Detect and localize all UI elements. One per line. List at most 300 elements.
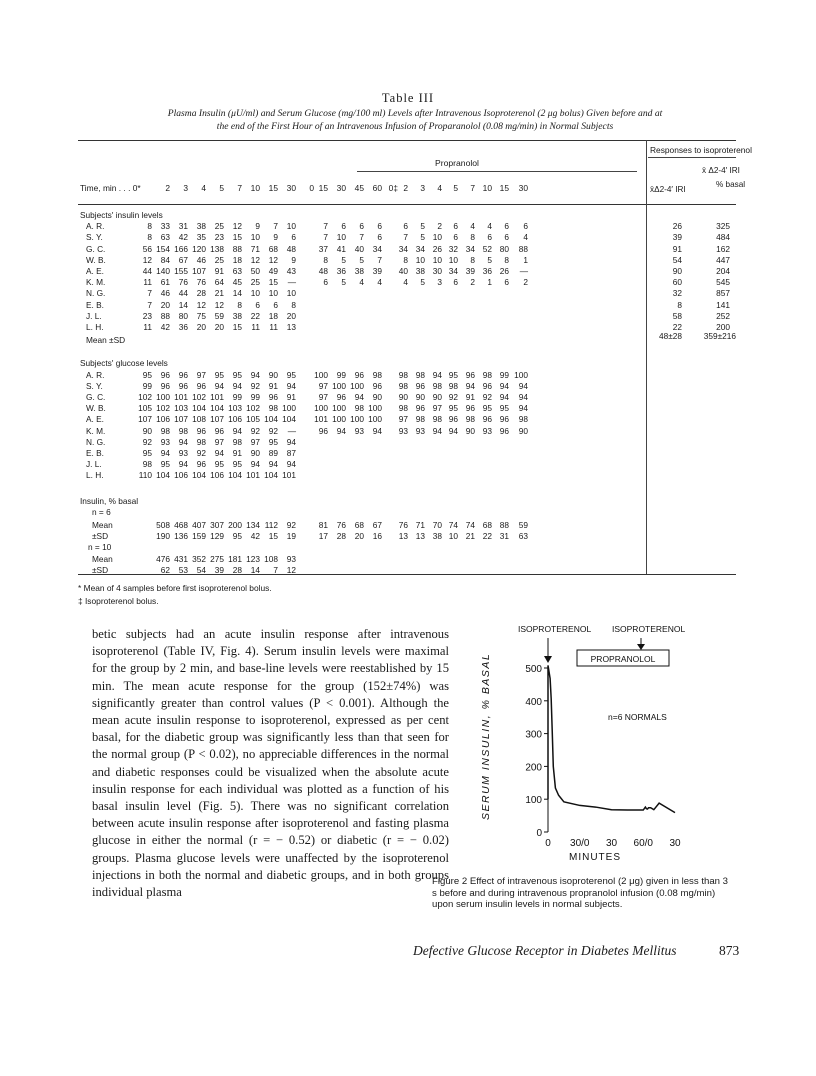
glucose-value: 96 bbox=[268, 392, 278, 402]
glucose-value: 98 bbox=[432, 414, 442, 425]
n6-sd-value: 38 bbox=[432, 531, 442, 542]
insulin-value: 23 bbox=[142, 310, 152, 321]
insulin-value: 58 bbox=[672, 310, 682, 321]
glucose-value: 90 bbox=[518, 425, 528, 436]
glucose-value: 98 bbox=[415, 369, 425, 380]
insulin-value: 7 bbox=[403, 232, 408, 243]
insulin-value: 35 bbox=[196, 232, 206, 243]
insulin-value: 34 bbox=[465, 243, 475, 254]
glucose-value: 95 bbox=[499, 403, 509, 414]
insulin-value: 61 bbox=[160, 277, 170, 288]
subject-name: J. L. bbox=[86, 310, 102, 321]
n6-mean-value: 88 bbox=[499, 520, 509, 530]
insulin-value: 155 bbox=[174, 266, 188, 276]
insulin-value: 6 bbox=[403, 221, 408, 232]
prop-time-header: 15 bbox=[318, 183, 328, 193]
glucose-value: 104 bbox=[282, 414, 296, 425]
glucose-value: 94 bbox=[286, 459, 296, 470]
glucose-value: 101 bbox=[210, 392, 224, 402]
insulin-value: 166 bbox=[174, 243, 188, 254]
n10-sd-value: 7 bbox=[273, 564, 278, 575]
insulin-value: 154 bbox=[156, 243, 170, 254]
glucose-value: 96 bbox=[372, 380, 382, 391]
n6-mean-value: 508 bbox=[156, 520, 170, 530]
glucose-value: 98 bbox=[196, 436, 206, 447]
propranolol-rule bbox=[357, 171, 637, 172]
n6-mean-value: 74 bbox=[465, 520, 475, 530]
insulin-value: 5 bbox=[420, 277, 425, 288]
insulin-value: 71 bbox=[250, 243, 260, 254]
glucose-value: 100 bbox=[350, 414, 364, 425]
after-time-header: 3 bbox=[420, 183, 425, 193]
insulin-value: 2 bbox=[470, 277, 475, 288]
glucose-value: 99 bbox=[336, 369, 346, 380]
insulin-value: 7 bbox=[147, 288, 152, 299]
insulin-value: 5 bbox=[487, 254, 492, 265]
glucose-value: 95 bbox=[160, 459, 170, 470]
n6-sd-value: 129 bbox=[210, 531, 224, 542]
after-time-header: 4 bbox=[437, 183, 442, 193]
glucose-section-title: Subjects' glucose levels bbox=[80, 358, 168, 369]
insulin-value: 545 bbox=[716, 277, 730, 288]
glucose-value: 92 bbox=[250, 425, 260, 436]
insulin-value: 10 bbox=[448, 254, 458, 265]
glucose-value: 95 bbox=[142, 448, 152, 458]
insulin-value: 40 bbox=[354, 243, 364, 254]
n10-sd-value: 14 bbox=[250, 564, 260, 575]
insulin-value: 8 bbox=[291, 299, 296, 310]
insulin-value: 59 bbox=[214, 310, 224, 321]
insulin-value: 10 bbox=[432, 232, 442, 243]
n6-sd-value: 10 bbox=[448, 531, 458, 542]
insulin-value: 120 bbox=[192, 243, 206, 254]
insulin-value: 8 bbox=[504, 254, 509, 265]
n6-mean-value: 307 bbox=[210, 520, 224, 530]
glucose-value: 101 bbox=[314, 414, 328, 425]
table-header-rule bbox=[78, 204, 736, 205]
propranolol-label: PROPRANOLOL bbox=[590, 654, 656, 664]
body-text: betic subjects had an acute insulin response after intravenous isoproterenol (Table IV, Fig. 4). Serum insulin levels were maximal for the group by 2 min, and base-line levels were reestablished by 15 min. The mean acute response for the group (152±74%) was significantly greater than control values (P < 0.001). Although the mean acute insulin response to isoproterenol, expressed as per cent basal, for the diabetic group was significantly less than that seen for the normal group (P < 0.02), no appreciable differences in the normal and diabetic responses could be visualized when the absolute acute insulin response for each individual was plotted as a function of his basal insulin level (Fig. 5). There was no significant correlation between acute insulin response after isoproterenol and fasting plasma glucose in either the normal (r = − 0.52) or diabetic (r = − 0.02) groups. Plasma glucose levels were unaffected by the isoproterenol injections in both the normal and diabetic groups, and in both groups individual plasma bbox=[92, 627, 449, 900]
insulin-value: 36 bbox=[336, 266, 346, 276]
resp1-header: x̄Δ2-4′ IRI bbox=[650, 185, 686, 194]
subject-name: L. H. bbox=[86, 470, 104, 481]
insulin-value: 14 bbox=[232, 288, 242, 299]
subject-name: J. L. bbox=[86, 459, 102, 470]
glucose-value: 96 bbox=[160, 369, 170, 380]
insulin-value: 4 bbox=[487, 221, 492, 232]
insulin-value: — bbox=[287, 277, 296, 288]
insulin-value: 90 bbox=[672, 266, 682, 276]
insulin-value: 84 bbox=[160, 254, 170, 265]
glucose-value: 96 bbox=[178, 380, 188, 391]
insulin-value: 6 bbox=[523, 221, 528, 232]
insulin-value: 141 bbox=[716, 299, 730, 310]
glucose-value: 94 bbox=[518, 392, 528, 402]
x-tick-label: 30/0 bbox=[570, 838, 590, 849]
time-header: 5 bbox=[219, 183, 224, 193]
n6-mean-value: 92 bbox=[286, 520, 296, 530]
glucose-value: 95 bbox=[214, 369, 224, 380]
glucose-value: 95 bbox=[268, 436, 278, 447]
glucose-value: 104 bbox=[264, 470, 278, 481]
n6-sd-value: 13 bbox=[415, 531, 425, 542]
insulin-value: 9 bbox=[291, 254, 296, 265]
insulin-value: 8 bbox=[403, 254, 408, 265]
n10-mean-value: 431 bbox=[174, 553, 188, 564]
glucose-value: 94 bbox=[432, 369, 442, 380]
y-tick-label: 300 bbox=[525, 729, 542, 741]
pct-section-title: Insulin, % basal bbox=[80, 495, 139, 506]
n6-mean-value: 71 bbox=[415, 520, 425, 530]
glucose-value: 92 bbox=[196, 448, 206, 458]
prop-time-header: 0‡ bbox=[388, 183, 398, 193]
glucose-value: 99 bbox=[142, 380, 152, 391]
insulin-value: 38 bbox=[415, 266, 425, 276]
insulin-value: 12 bbox=[214, 299, 224, 310]
glucose-value: 98 bbox=[448, 380, 458, 391]
subject-name: G. C. bbox=[86, 392, 106, 402]
insulin-value: 1 bbox=[523, 254, 528, 265]
insulin-value: 4 bbox=[523, 232, 528, 243]
insulin-value: 18 bbox=[232, 254, 242, 265]
glucose-value: 100 bbox=[368, 414, 382, 425]
glucose-value: 90 bbox=[250, 448, 260, 458]
glucose-value: 96 bbox=[196, 380, 206, 391]
glucose-value: 94 bbox=[518, 403, 528, 414]
subject-name: G. C. bbox=[86, 243, 106, 254]
glucose-value: 101 bbox=[282, 470, 296, 481]
n10-mean-value: 275 bbox=[210, 553, 224, 564]
glucose-value: 94 bbox=[250, 369, 260, 380]
prop-time-header: 45 bbox=[354, 183, 364, 193]
insulin-value: 6 bbox=[453, 221, 458, 232]
insulin-value: 7 bbox=[273, 221, 278, 232]
insulin-value: 48 bbox=[318, 266, 328, 276]
glucose-value: 96 bbox=[465, 403, 475, 414]
figure-2-chart bbox=[440, 620, 730, 875]
glucose-value: 100 bbox=[314, 369, 328, 380]
insulin-value: 7 bbox=[147, 299, 152, 310]
n10-sd-value: 28 bbox=[232, 564, 242, 575]
after-time-header: 2 bbox=[403, 183, 408, 193]
glucose-value: 96 bbox=[214, 425, 224, 436]
glucose-value: 94 bbox=[372, 425, 382, 436]
glucose-value: 96 bbox=[465, 369, 475, 380]
insulin-value: 4 bbox=[359, 277, 364, 288]
insulin-value: 8 bbox=[323, 254, 328, 265]
insulin-value: 46 bbox=[196, 254, 206, 265]
subject-name: K. M. bbox=[86, 425, 106, 436]
n-label: n=6 NORMALS bbox=[608, 712, 667, 722]
glucose-value: 93 bbox=[415, 425, 425, 436]
glucose-value: 96 bbox=[448, 414, 458, 425]
glucose-value: 94 bbox=[499, 392, 509, 402]
after-time-header: 10 bbox=[482, 183, 492, 193]
glucose-value: 100 bbox=[332, 380, 346, 391]
n6-mean-value: 76 bbox=[336, 520, 346, 530]
glucose-value: 97 bbox=[214, 436, 224, 447]
insulin-value: 88 bbox=[232, 243, 242, 254]
insulin-value: 37 bbox=[318, 243, 328, 254]
glucose-value: 96 bbox=[196, 459, 206, 470]
insulin-value: 6 bbox=[453, 277, 458, 288]
subject-name: S. Y. bbox=[86, 380, 103, 391]
insulin-value: 12 bbox=[232, 221, 242, 232]
glucose-value: 99 bbox=[232, 392, 242, 402]
insulin-value: 64 bbox=[214, 277, 224, 288]
insulin-value: 15 bbox=[232, 322, 242, 332]
insulin-value: 13 bbox=[286, 322, 296, 332]
insulin-value: 5 bbox=[341, 254, 346, 265]
insulin-value: 49 bbox=[268, 266, 278, 276]
glucose-value: 96 bbox=[160, 380, 170, 391]
insulin-value: 8 bbox=[147, 221, 152, 232]
insulin-value: 8 bbox=[147, 232, 152, 243]
x-axis-label: MINUTES bbox=[569, 852, 621, 863]
glucose-value: 101 bbox=[246, 470, 260, 481]
subject-name: S. Y. bbox=[86, 232, 103, 243]
insulin-value: 44 bbox=[178, 288, 188, 299]
insulin-value: 9 bbox=[255, 221, 260, 232]
insulin-value: 10 bbox=[415, 254, 425, 265]
mean-label: Mean bbox=[92, 553, 113, 564]
glucose-value: 94 bbox=[232, 425, 242, 436]
glucose-value: 102 bbox=[138, 392, 152, 402]
insulin-value: 67 bbox=[178, 254, 188, 265]
insulin-value: 46 bbox=[160, 288, 170, 299]
n6-mean-value: 74 bbox=[448, 520, 458, 530]
glucose-value: 89 bbox=[268, 448, 278, 458]
footnote-2: ‡ Isoproterenol bolus. bbox=[78, 596, 159, 606]
insulin-value: 6 bbox=[377, 232, 382, 243]
insulin-value: 10 bbox=[250, 232, 260, 243]
insulin-value: 8 bbox=[470, 254, 475, 265]
insulin-value: 80 bbox=[499, 243, 509, 254]
table-title: Table III bbox=[381, 91, 435, 105]
insulin-value: 91 bbox=[672, 243, 682, 254]
glucose-value: 95 bbox=[232, 459, 242, 470]
n10-sd-value: 53 bbox=[178, 564, 188, 575]
n10-sd-value: 39 bbox=[214, 564, 224, 575]
glucose-value: 104 bbox=[210, 403, 224, 414]
glucose-value: 90 bbox=[415, 392, 425, 402]
insulin-value: 325 bbox=[716, 221, 730, 232]
glucose-value: 97 bbox=[318, 392, 328, 402]
glucose-value: 87 bbox=[286, 448, 296, 458]
insulin-value: 5 bbox=[359, 254, 364, 265]
n6-mean-value: 200 bbox=[228, 520, 242, 530]
x-tick-label: 30 bbox=[605, 838, 618, 849]
insulin-value: 91 bbox=[214, 266, 224, 276]
glucose-value: 98 bbox=[232, 436, 242, 447]
insulin-value: 42 bbox=[178, 232, 188, 243]
n6-sd-value: 28 bbox=[336, 531, 346, 542]
insulin-value: 12 bbox=[250, 254, 260, 265]
glucose-value: 104 bbox=[192, 470, 206, 481]
prop-time-header: 0 bbox=[309, 183, 314, 193]
n6-sd-value: 31 bbox=[499, 531, 509, 542]
n6-sd-value: 19 bbox=[286, 531, 296, 542]
glucose-value: 103 bbox=[228, 403, 242, 414]
glucose-value: 100 bbox=[332, 403, 346, 414]
time-header-row bbox=[78, 183, 738, 195]
glucose-value: 94 bbox=[518, 380, 528, 391]
glucose-value: 98 bbox=[398, 380, 408, 391]
glucose-value: 98 bbox=[465, 414, 475, 425]
glucose-value: 98 bbox=[398, 403, 408, 414]
insulin-value: 12 bbox=[142, 254, 152, 265]
glucose-value: 106 bbox=[228, 414, 242, 425]
glucose-value: 94 bbox=[465, 380, 475, 391]
y-tick-label: 0 bbox=[536, 828, 542, 839]
glucose-value: 98 bbox=[398, 369, 408, 380]
glucose-value: 97 bbox=[250, 436, 260, 447]
glucose-value: 93 bbox=[398, 425, 408, 436]
n6-mean-value: 76 bbox=[398, 520, 408, 530]
insulin-value: 3 bbox=[437, 277, 442, 288]
table-caption-line2: the end of the First Hour of an Intravenous Infusion of Proparanolol (0.08 mg/min) in Normal Subjects bbox=[216, 121, 614, 132]
responses-header: Responses to isoproterenol bbox=[650, 145, 752, 155]
insulin-value: 484 bbox=[716, 232, 730, 243]
glucose-value: 96 bbox=[499, 414, 509, 425]
insulin-value: 1 bbox=[487, 277, 492, 288]
y-tick-label: 400 bbox=[525, 696, 542, 708]
glucose-value: 104 bbox=[264, 414, 278, 425]
insulin-value: 6 bbox=[323, 277, 328, 288]
insulin-value: 56 bbox=[142, 243, 152, 254]
glucose-value: 102 bbox=[156, 403, 170, 414]
subject-name: A. R. bbox=[86, 221, 105, 232]
glucose-value: 95 bbox=[482, 403, 492, 414]
n10-mean-value: 476 bbox=[156, 553, 170, 564]
n6-sd-value: 15 bbox=[268, 531, 278, 542]
insulin-value: 857 bbox=[716, 288, 730, 299]
subject-name: K. M. bbox=[86, 277, 106, 288]
glucose-value: 91 bbox=[465, 392, 475, 402]
resp2-header-bottom: % basal bbox=[716, 180, 746, 189]
glucose-value: 97 bbox=[432, 403, 442, 414]
glucose-value: 90 bbox=[142, 425, 152, 436]
insulin-value: 76 bbox=[196, 277, 206, 288]
insulin-value: 50 bbox=[250, 266, 260, 276]
n6-sd-value: 22 bbox=[482, 531, 492, 542]
after-time-header: 5 bbox=[453, 183, 458, 193]
insulin-value: 63 bbox=[232, 266, 242, 276]
insulin-section-title: Subjects' insulin levels bbox=[80, 210, 163, 220]
insulin-value: 36 bbox=[482, 266, 492, 276]
time-header: 2 bbox=[165, 183, 170, 193]
time-header: 10 bbox=[250, 183, 260, 193]
insulin-value: 20 bbox=[286, 310, 296, 321]
glucose-value: 94 bbox=[178, 459, 188, 470]
insulin-value: 6 bbox=[359, 221, 364, 232]
resp2-header-top: x̄ Δ2-4′ IRI bbox=[702, 166, 740, 175]
table-caption-line1: Plasma Insulin (μU/ml) and Serum Glucose (mg/100 ml) Levels after Intravenous Isoproterenol (2 μg bolus) Given before and at bbox=[167, 108, 663, 119]
glucose-value: 110 bbox=[138, 470, 152, 481]
responses-rule bbox=[648, 157, 736, 158]
glucose-value: 96 bbox=[415, 380, 425, 391]
subject-name: E. B. bbox=[86, 299, 104, 310]
n6-sd-value: 20 bbox=[354, 531, 364, 542]
propranolol-header: Propranolol bbox=[435, 158, 479, 168]
figure-caption: Figure 2 Effect of intravenous isoproterenol (2 μg) given in less than 3 s before and during intravenous propranolol infusion (0.08 mg/min) upon serum insulin levels in normal subjects. bbox=[432, 876, 728, 911]
glucose-value: 105 bbox=[138, 403, 152, 414]
insulin-value: 5 bbox=[420, 232, 425, 243]
insulin-value: 14 bbox=[178, 299, 188, 310]
glucose-value: 95 bbox=[232, 369, 242, 380]
n6-label: n = 6 bbox=[92, 506, 111, 517]
insulin-value: 6 bbox=[255, 299, 260, 310]
glucose-value: 95 bbox=[448, 369, 458, 380]
insulin-value: 8 bbox=[470, 232, 475, 243]
glucose-value: 108 bbox=[192, 414, 206, 425]
insulin-value: 11 bbox=[143, 277, 152, 288]
insulin-value: 26 bbox=[672, 221, 682, 232]
n10-sd-value: 62 bbox=[160, 564, 170, 575]
glucose-value: 90 bbox=[432, 392, 442, 402]
time-header: 15 bbox=[268, 183, 278, 193]
insulin-value: 2 bbox=[523, 277, 528, 288]
glucose-value: 90 bbox=[398, 392, 408, 402]
insulin-value: 4 bbox=[377, 277, 382, 288]
glucose-value: 107 bbox=[174, 414, 188, 425]
insulin-value: 11 bbox=[269, 322, 278, 332]
insulin-value: 6 bbox=[291, 232, 296, 243]
insulin-value: 63 bbox=[160, 232, 170, 243]
n6-sd-value: 63 bbox=[518, 531, 528, 542]
glucose-value: 93 bbox=[482, 425, 492, 436]
table-divider bbox=[646, 140, 647, 574]
insulin-value: 25 bbox=[250, 277, 260, 288]
n10-mean-value: 123 bbox=[246, 553, 260, 564]
insulin-value: 6 bbox=[453, 232, 458, 243]
insulin-value: 76 bbox=[178, 277, 188, 288]
insulin-value: 5 bbox=[420, 221, 425, 232]
time-label: Time, min . . . 0* bbox=[80, 183, 141, 193]
n6-mean-value: 407 bbox=[192, 520, 206, 530]
insulin-value: 40 bbox=[398, 266, 408, 276]
table-top-rule bbox=[78, 140, 736, 141]
insulin-value: 10 bbox=[268, 288, 278, 299]
prop-time-header: 30 bbox=[336, 183, 346, 193]
insulin-value: 10 bbox=[250, 288, 260, 299]
glucose-value: 98 bbox=[482, 369, 492, 380]
iso-label-2: ISOPROTERENOL bbox=[612, 624, 686, 634]
insulin-value: 32 bbox=[448, 243, 458, 254]
running-head: Defective Glucose Receptor in Diabetes Mellitus bbox=[413, 943, 677, 958]
glucose-value: 94 bbox=[250, 459, 260, 470]
glucose-value: 92 bbox=[482, 392, 492, 402]
glucose-value: 92 bbox=[250, 380, 260, 391]
insulin-value: 11 bbox=[143, 322, 152, 332]
glucose-value: 99 bbox=[499, 369, 509, 380]
subject-name: L. H. bbox=[86, 322, 104, 332]
table-bottom-rule bbox=[78, 574, 736, 575]
insulin-value: 5 bbox=[341, 277, 346, 288]
insulin-value: 9 bbox=[273, 232, 278, 243]
iso-label-1: ISOPROTERENOL bbox=[518, 624, 592, 634]
glucose-value: 96 bbox=[336, 392, 346, 402]
glucose-value: 98 bbox=[354, 403, 364, 414]
n6-mean-value: 81 bbox=[318, 520, 328, 530]
glucose-value: 95 bbox=[214, 459, 224, 470]
glucose-value: 106 bbox=[210, 470, 224, 481]
insulin-value: 200 bbox=[716, 322, 730, 332]
glucose-value: 95 bbox=[142, 369, 152, 380]
insulin-value: 6 bbox=[377, 221, 382, 232]
glucose-value: 98 bbox=[432, 380, 442, 391]
insulin-value: 23 bbox=[214, 232, 224, 243]
